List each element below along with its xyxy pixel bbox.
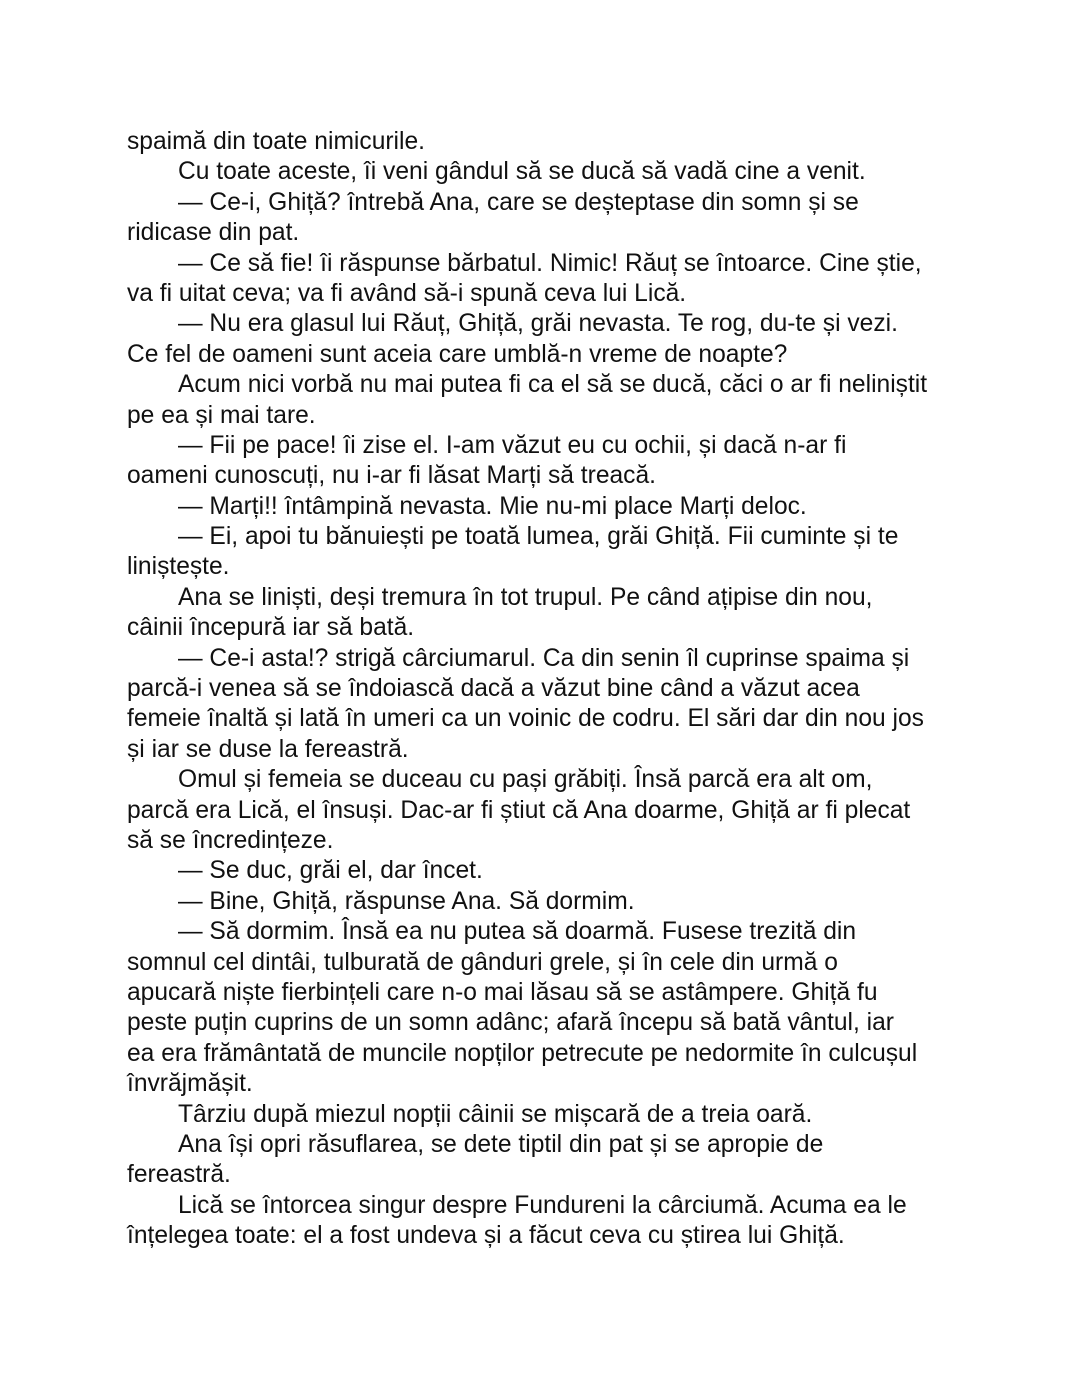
text-line: să se încredințeze. xyxy=(127,826,334,854)
text-line: ridicase din pat. xyxy=(127,219,300,247)
text-line: Ana se liniști, deși tremura în tot trupul. Pe când ațipise din nou, xyxy=(178,583,873,611)
text-line: — Fii pe pace! îi zise el. I-am văzut eu cu ochii, și dacă n-ar fi xyxy=(178,431,847,459)
body-text xyxy=(127,127,967,1251)
text-line: oameni cunoscuți, nu i-ar fi lăsat Marți să treacă. xyxy=(127,462,656,490)
text-line: Cu toate aceste, îi veni gândul să se ducă să vadă cine a venit. xyxy=(178,158,866,186)
text-line: și iar se duse la fereastră. xyxy=(127,735,409,763)
text-line: — Ce-i asta!? strigă cârciumarul. Ca din senin îl cuprinse spaima și xyxy=(178,644,910,672)
text-line: Lică se întorcea singur despre Fundureni la cârciumă. Acuma ea le xyxy=(178,1191,907,1219)
text-line: Acum nici vorbă nu mai putea fi ca el să se ducă, căci o ar fi neliniștit xyxy=(178,371,928,399)
text-line: pe ea și mai tare. xyxy=(127,401,316,429)
text-line: învrăjmășit. xyxy=(127,1070,253,1098)
text-line: somnul cel dintâi, tulburată de gânduri grele, și în cele din urmă o xyxy=(127,948,838,976)
text-line: — Se duc, grăi el, dar încet. xyxy=(178,857,483,885)
text-line: — Ce să fie! îi răspunse bărbatul. Nimic! Răuț se întoarce. Cine știe, xyxy=(178,249,922,277)
text-line: — Marți!! întâmpină nevasta. Mie nu-mi place Marți deloc. xyxy=(178,492,807,520)
text-line: înțelegea toate: el a fost undeva și a făcut ceva cu știrea lui Ghiță. xyxy=(127,1222,845,1250)
text-line: câinii începură iar să bată. xyxy=(127,614,415,642)
text-line: femeie înaltă și lată în umeri ca un voinic de codru. El sări dar din nou jos xyxy=(127,705,924,733)
text-line: ea era frământată de muncile nopților petrecute pe nedormite în culcușul xyxy=(127,1039,918,1067)
text-line: Ce fel de oameni sunt aceia care umblă-n vreme de noapte? xyxy=(127,340,788,368)
text-line: Omul și femeia se duceau cu pași grăbiți. Însă parcă era alt om, xyxy=(178,766,873,794)
text-line: spaimă din toate nimicurile. xyxy=(127,128,425,155)
text-line: — Să dormim. Însă ea nu putea să doarmă. Fusese trezită din xyxy=(178,918,857,946)
text-line: parcă-i venea să se îndoiască dacă a văzut bine când a văzut acea xyxy=(127,675,860,703)
text-line: Târziu după miezul nopții câinii se mișcară de a treia oară. xyxy=(178,1100,813,1128)
text-line: liniștește. xyxy=(127,553,230,581)
text-line: parcă era Lică, el însuși. Dac-ar fi știut că Ana doarme, Ghiță ar fi plecat xyxy=(127,796,911,824)
text-line: — Nu era glasul lui Răuț, Ghiță, grăi nevasta. Te rog, du-te și vezi. xyxy=(178,310,898,338)
text-line: — Bine, Ghiță, răspunse Ana. Să dormim. xyxy=(178,887,635,915)
text-line: va fi uitat ceva; va fi având să-i spună ceva lui Lică. xyxy=(127,279,687,307)
text-line: Ana își opri răsuflarea, se dete tiptil din pat și se apropie de xyxy=(178,1130,824,1158)
text-line: apucară niște fierbințeli care n-o mai lăsau să se astâmpere. Ghiță fu xyxy=(127,978,878,1006)
text-line: — Ei, apoi tu bănuiești pe toată lumea, grăi Ghiță. Fii cuminte și te xyxy=(178,523,899,551)
text-line: peste puțin cuprins de un somn adânc; afară începu să bată vântul, iar xyxy=(127,1009,894,1037)
text-line: fereastră. xyxy=(127,1161,231,1189)
text-line: — Ce-i, Ghiță? întrebă Ana, care se deșteptase din somn și se xyxy=(178,188,859,216)
